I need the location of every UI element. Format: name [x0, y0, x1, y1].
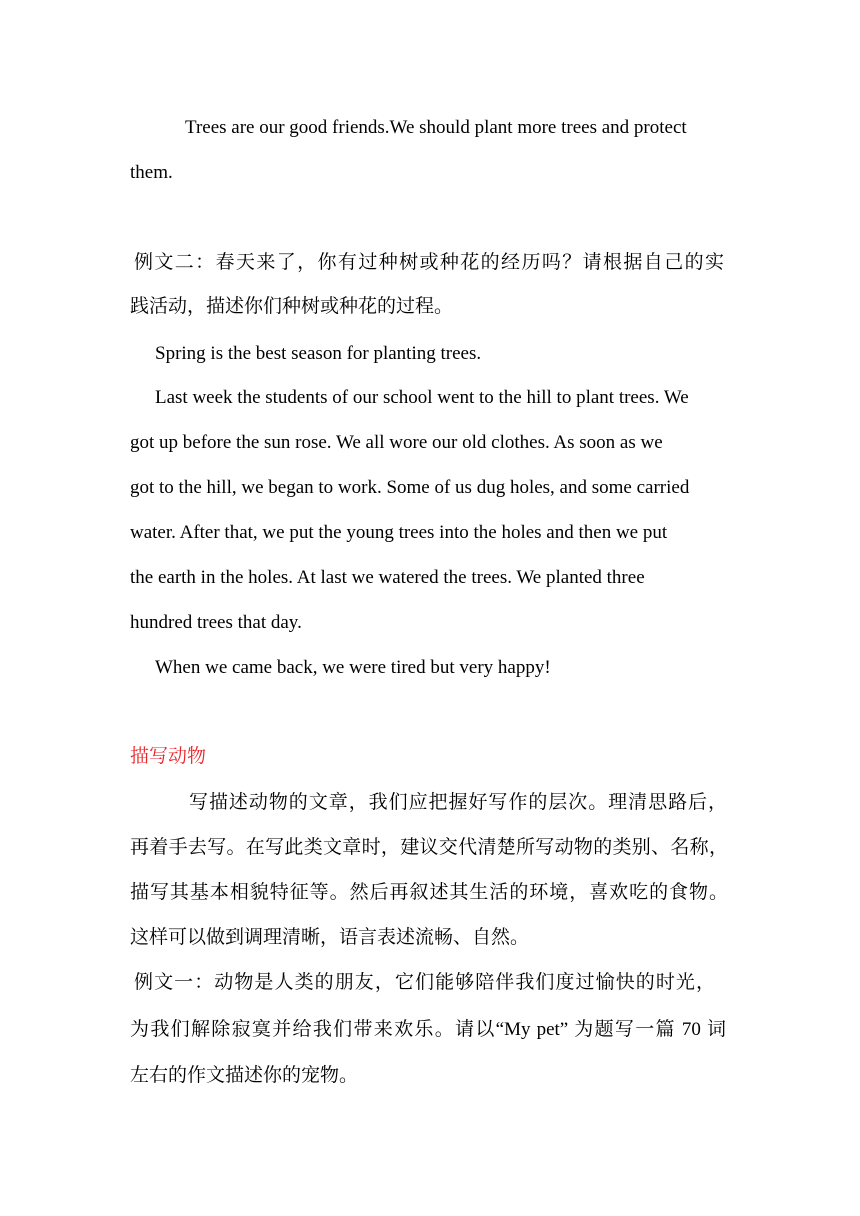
example-prompt-line: 例文二：春天来了，你有过种树或种花的经历吗？请根据自己的实: [134, 252, 724, 273]
section-intro-line: 再着手去写。在写此类文章时，建议交代清楚所写动物的类别、名称，: [130, 837, 728, 858]
paragraph-line: Trees are our good friends.We should plant more trees and protect: [185, 117, 687, 138]
section-intro-line: 描写其基本相貌特征等。然后再叙述其生活的环境，喜欢吃的食物。: [130, 882, 728, 903]
section-heading: 描写动物: [130, 746, 207, 767]
essay-line: got up before the sun rose. We all wore our old clothes. As soon as we: [130, 432, 663, 453]
example-prompt-line: 为我们解除寂寞并给我们带来欢乐。请以“My pet” 为题写一篇 70 词: [130, 1019, 726, 1040]
section-intro-line: 写描述动物的文章，我们应把握好写作的层次。理清思路后，: [189, 792, 727, 813]
essay-line: the earth in the holes. At last we watered the trees. We planted three: [130, 567, 645, 588]
essay-paragraph: When we came back, we were tired but very happy!: [155, 657, 551, 678]
essay-paragraph: Spring is the best season for planting trees.: [155, 343, 482, 364]
essay-line: water. After that, we put the young trees into the holes and then we put: [130, 522, 668, 543]
paragraph-line: them.: [130, 162, 173, 183]
section-intro-line: 这样可以做到调理清晰，语言表述流畅、自然。: [130, 927, 530, 948]
example-prompt-line: 左右的作文描述你的宠物。: [130, 1065, 359, 1086]
example-prompt-line: 例文一：动物是人类的朋友，它们能够陪伴我们度过愉快的时光，: [134, 972, 715, 993]
essay-line: hundred trees that day.: [130, 612, 302, 633]
essay-line: Last week the students of our school went to the hill to plant trees. We: [155, 387, 689, 408]
example-prompt-line: 践活动，描述你们种树或种花的过程。: [130, 296, 454, 317]
essay-line: got to the hill, we began to work. Some of us dug holes, and some carried: [130, 477, 690, 498]
